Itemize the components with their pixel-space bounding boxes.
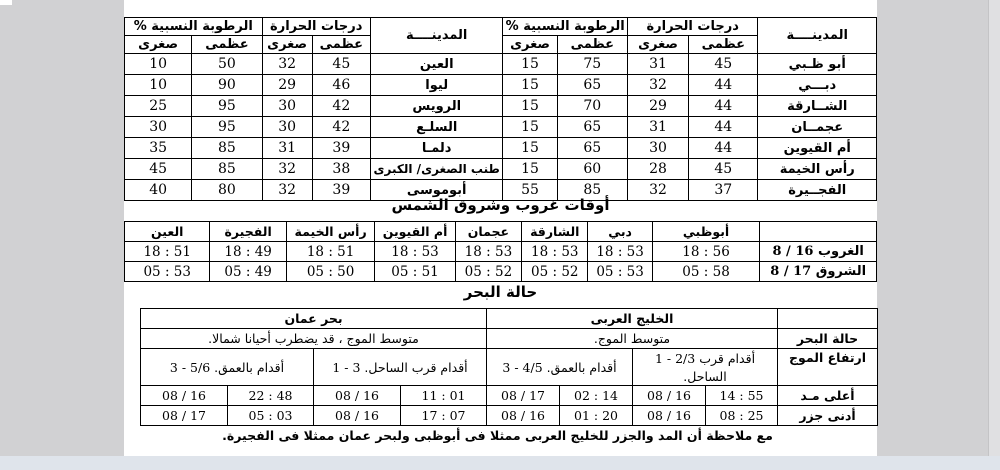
sunset-time-cell: 18 : 49 [210, 242, 286, 262]
bottom-strip [0, 456, 1000, 470]
gulf-coast-wave-cell [633, 349, 778, 386]
humidity-max-cell: 60 [557, 159, 627, 180]
wave-text: أقدام بالعمق. [214, 359, 285, 375]
humidity-max-cell: 95 [192, 117, 262, 138]
tide-time-cell: 14 : 55 [706, 386, 778, 406]
humidity-min-cell: 15 [503, 138, 557, 159]
table-row [125, 117, 877, 138]
temp-min-cell: 28 [627, 159, 688, 180]
sunset-time-cell: 18 : 51 [286, 242, 374, 262]
temp-max-cell: 45 [689, 54, 758, 75]
sunrise-label: الشروق [815, 264, 867, 279]
humidity-min-cell: 15 [503, 159, 557, 180]
sun-city-header: أم القيوين [375, 222, 455, 242]
city-name-cell: طنب الصغرى/ الكبرى [370, 159, 503, 180]
wave-range: 1 - 2/3 [654, 351, 696, 366]
temp-min-cell: 32 [262, 54, 312, 75]
oman-coast-wave-cell [314, 349, 487, 386]
temp-max-cell: 42 [312, 96, 370, 117]
temp-max-cell: 37 [689, 180, 758, 201]
city-name-cell: أبو ظـبي [758, 54, 877, 75]
city-name-cell: دبـــي [758, 75, 877, 96]
temp-min-cell: 31 [627, 117, 688, 138]
city-name-cell: أبوموسى [370, 180, 503, 201]
tide-date-cell: 08 / 16 [314, 406, 401, 426]
max-label: عظمى [557, 36, 627, 54]
city-name-cell: الشــارقة [758, 96, 877, 117]
humidity-header-right: الرطوبة النسبية % [503, 18, 627, 36]
tide-date-cell: 08 / 17 [487, 386, 560, 406]
humidity-max-cell: 80 [192, 180, 262, 201]
tide-time-cell: 01 : 20 [560, 406, 633, 426]
humidity-max-cell: 70 [557, 96, 627, 117]
temp-max-cell: 39 [312, 180, 370, 201]
humidity-max-cell: 95 [192, 96, 262, 117]
sun-header-row [125, 222, 877, 242]
tide-date-cell: 08 / 17 [141, 406, 228, 426]
oman-deep-wave-cell [141, 349, 314, 386]
sunrise-time-cell: 05 : 52 [522, 262, 588, 282]
city-name-cell: العين [370, 54, 503, 75]
humidity-min-cell: 10 [125, 54, 192, 75]
tide-time-cell: 02 : 14 [560, 386, 633, 406]
table-row [125, 138, 877, 159]
humidity-min-cell: 15 [503, 54, 557, 75]
humidity-max-cell: 90 [192, 75, 262, 96]
low-tide-label: أدنى جزر [778, 406, 878, 426]
sun-table-title: أوقات غروب وشروق الشمس [391, 196, 610, 214]
sunset-label: الغروب [817, 244, 864, 259]
city-header-right: المدينــــة [758, 18, 877, 54]
sea-header-row [141, 309, 878, 329]
temperature-header-right: درجات الحرارة [627, 18, 758, 36]
arabian-gulf-state: متوسط الموج. [487, 329, 778, 349]
temp-max-cell: 42 [312, 117, 370, 138]
city-name-cell: السلـع [370, 117, 503, 138]
city-name-cell: رأس الخيمة [758, 159, 877, 180]
sunset-time-cell: 18 : 53 [588, 242, 652, 262]
sunset-time-cell: 18 : 53 [375, 242, 455, 262]
temp-max-cell: 46 [312, 75, 370, 96]
sunset-time-cell: 18 : 51 [125, 242, 210, 262]
tide-date-cell: 08 / 16 [141, 386, 228, 406]
temp-min-cell: 32 [627, 75, 688, 96]
temp-max-cell: 44 [689, 96, 758, 117]
humidity-min-cell: 25 [125, 96, 192, 117]
sun-city-header: رأس الخيمة [286, 222, 374, 242]
city-name-cell: الرويس [370, 96, 503, 117]
sunset-time-cell: 18 : 56 [652, 242, 760, 262]
tide-time-cell: 17 : 07 [401, 406, 487, 426]
min-label: صغرى [503, 36, 557, 54]
wave-range: 3 - 5/6 [169, 359, 211, 375]
sunrise-time-cell: 05 : 49 [210, 262, 286, 282]
humidity-max-cell: 85 [557, 180, 627, 201]
sunset-date: 8 / 16 [772, 244, 814, 259]
min-label: صغرى [125, 36, 192, 54]
temp-min-cell: 30 [262, 117, 312, 138]
corner-chip [0, 0, 12, 5]
sun-city-header: العين [125, 222, 210, 242]
temp-min-cell: 30 [262, 96, 312, 117]
oman-sea-header: بحر عمان [141, 309, 487, 329]
sunrise-time-cell: 05 : 53 [588, 262, 652, 282]
humidity-header-left: الرطوبة النسبية % [125, 18, 263, 36]
arabian-gulf-header: الخليج العربى [487, 309, 778, 329]
tide-date-cell: 08 / 16 [487, 406, 560, 426]
tide-time-cell: 08 : 25 [706, 406, 778, 426]
sea-state-table [140, 308, 878, 426]
sun-city-header: أبوظبي [652, 222, 760, 242]
sun-city-header: دبي [588, 222, 652, 242]
wave-text: أقدام قرب الساحل. [364, 359, 468, 375]
sea-state-label: حالة البحر [778, 329, 878, 349]
min-label: صغرى [262, 36, 312, 54]
sunrise-time-cell: 05 : 52 [455, 262, 521, 282]
sun-header-empty-cell [760, 222, 877, 242]
temp-max-cell: 44 [689, 138, 758, 159]
sun-city-header: الفجيرة [210, 222, 286, 242]
temp-max-cell: 45 [312, 54, 370, 75]
high-tide-label: أعلى مـد [778, 386, 878, 406]
humidity-min-cell: 30 [125, 117, 192, 138]
humidity-max-cell: 85 [192, 138, 262, 159]
table-row [125, 54, 877, 75]
city-weather-table [124, 17, 877, 201]
temp-max-cell: 44 [689, 75, 758, 96]
city-name-cell: دلمـا [370, 138, 503, 159]
sunset-time-cell: 18 : 53 [455, 242, 521, 262]
temp-max-cell: 44 [689, 117, 758, 138]
temp-min-cell: 30 [627, 138, 688, 159]
wave-height-label: ارتفاع الموج [778, 349, 878, 386]
wave-height-row [141, 349, 878, 386]
temp-min-cell: 32 [262, 159, 312, 180]
temp-min-cell: 29 [262, 75, 312, 96]
sunrise-time-cell: 05 : 58 [652, 262, 760, 282]
min-label: صغرى [627, 36, 688, 54]
wave-text: أقدام بالعمق. [546, 359, 617, 375]
tide-time-cell: 05 : 03 [228, 406, 314, 426]
max-label: عظمى [192, 36, 262, 54]
sunrise-time-cell: 05 : 50 [286, 262, 374, 282]
sunrise-time-cell: 05 : 53 [125, 262, 210, 282]
sunrise-time-cell: 05 : 51 [375, 262, 455, 282]
city-name-cell: عجمــان [758, 117, 877, 138]
sun-times-table [124, 221, 877, 282]
humidity-max-cell: 65 [557, 75, 627, 96]
max-label: عظمى [689, 36, 758, 54]
temp-min-cell: 32 [262, 180, 312, 201]
humidity-min-cell: 55 [503, 180, 557, 201]
sunrise-date: 8 / 17 [770, 264, 812, 279]
temp-min-cell: 31 [262, 138, 312, 159]
temp-min-cell: 31 [627, 54, 688, 75]
low-tide-row [141, 406, 878, 426]
sunset-label-cell [760, 242, 877, 262]
city-name-cell: الفجــيرة [758, 180, 877, 201]
city-name-cell: ليوا [370, 75, 503, 96]
humidity-min-cell: 45 [125, 159, 192, 180]
sea-header-empty-cell [778, 309, 878, 329]
right-margin-strip [988, 0, 1000, 456]
temperature-header-left: درجات الحرارة [262, 18, 370, 36]
high-tide-row [141, 386, 878, 406]
humidity-min-cell: 15 [503, 75, 557, 96]
sunset-time-cell: 18 : 53 [522, 242, 588, 262]
table-row [125, 75, 877, 96]
table-header-row [125, 18, 877, 36]
temp-min-cell: 29 [627, 96, 688, 117]
sun-city-header: عجمان [455, 222, 521, 242]
humidity-max-cell: 65 [557, 117, 627, 138]
temp-min-cell: 32 [627, 180, 688, 201]
humidity-min-cell: 40 [125, 180, 192, 201]
humidity-max-cell: 75 [557, 54, 627, 75]
temp-max-cell: 39 [312, 138, 370, 159]
sea-state-row [141, 329, 878, 349]
wave-range: 1 - 3 [332, 359, 361, 375]
table-row [125, 96, 877, 117]
tide-date-cell: 08 / 16 [633, 406, 706, 426]
humidity-max-cell: 85 [192, 159, 262, 180]
city-header-left: المدينــــة [370, 18, 503, 54]
wave-text: أقدام قرب الساحل. [683, 351, 756, 384]
humidity-max-cell: 65 [557, 138, 627, 159]
city-name-cell: أم القيوين [758, 138, 877, 159]
gulf-deep-wave-cell [487, 349, 633, 386]
max-label: عظمى [312, 36, 370, 54]
sunrise-row [125, 262, 877, 282]
humidity-min-cell: 35 [125, 138, 192, 159]
sunset-row [125, 242, 877, 262]
temp-max-cell: 38 [312, 159, 370, 180]
tide-date-cell: 08 / 16 [633, 386, 706, 406]
oman-sea-state: متوسط الموج ، قد يضطرب أحيانا شمالا. [141, 329, 487, 349]
tide-reference-note: مع ملاحظة أن المد والجزر للخليج العربى ممثلا فى أبوظبى ولبحر عمان ممثلا فى الفجيرة. [222, 428, 773, 443]
humidity-min-cell: 10 [125, 75, 192, 96]
tide-time-cell: 11 : 01 [401, 386, 487, 406]
content-panel [124, 0, 877, 456]
temp-max-cell: 45 [689, 159, 758, 180]
sea-table-title: حالة البحر [463, 283, 538, 301]
tide-time-cell: 22 : 48 [228, 386, 314, 406]
humidity-min-cell: 15 [503, 117, 557, 138]
sunrise-label-cell [760, 262, 877, 282]
sun-city-header: الشارقة [522, 222, 588, 242]
table-row [125, 159, 877, 180]
wave-range: 3 - 4/5 [502, 359, 543, 375]
humidity-max-cell: 50 [192, 54, 262, 75]
humidity-min-cell: 15 [503, 96, 557, 117]
tide-date-cell: 08 / 16 [314, 386, 401, 406]
